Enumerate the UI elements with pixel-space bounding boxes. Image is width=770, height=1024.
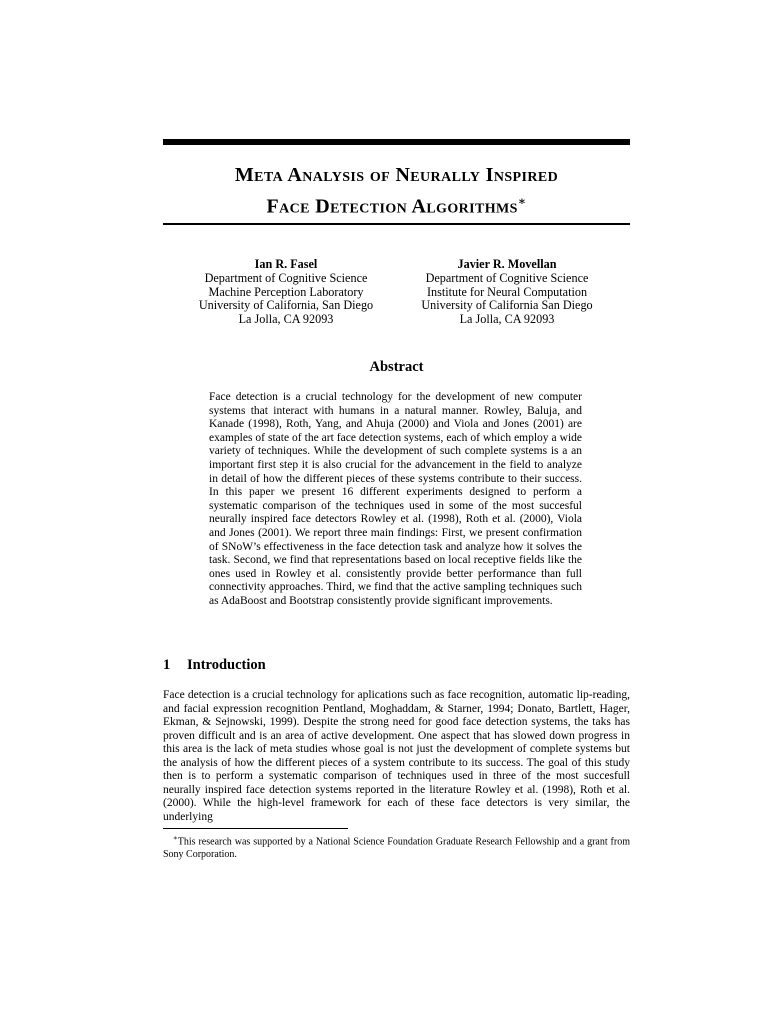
author-name: Ian R. Fasel — [254, 257, 318, 271]
author-block-1 — [166, 258, 406, 327]
section-title: Introduction — [187, 657, 266, 673]
paper-title — [163, 162, 630, 220]
author-affiliation-line: La Jolla, CA 92093 — [459, 312, 555, 327]
footnote-rule — [163, 828, 348, 829]
title-line-2 — [163, 188, 630, 220]
title-footnote-mark: ∗ — [517, 194, 527, 208]
author-affiliation-line: Institute for Neural Computation — [426, 284, 588, 299]
author-affiliation-line: University of California San Diego — [421, 298, 593, 313]
author-affiliation-line: University of California, San Diego — [198, 298, 374, 313]
title-line-1: Meta Analysis of Neurally Inspired — [234, 164, 559, 186]
author-name: Javier R. Movellan — [457, 257, 557, 271]
section-heading-introduction — [163, 657, 630, 674]
author-affiliation-line: Department of Cognitive Science — [425, 270, 589, 285]
author-affiliation-line: Department of Cognitive Science — [204, 270, 368, 285]
title-line-2-text: Face Detection Algorithms — [266, 195, 518, 218]
title-bottom-rule — [163, 223, 630, 225]
author-affiliation-line: Machine Perception Laboratory — [208, 284, 364, 299]
section-number: 1 — [163, 657, 171, 673]
title-top-rule — [163, 139, 630, 145]
footnote-mark: ∗ — [173, 834, 178, 842]
abstract-heading: Abstract — [369, 359, 424, 375]
introduction-text: Face detection is a crucial technology for aplications such as face recognition, automatic lip-reading, and facial expression recognition Pentland, Moghaddam, & Starner, 1994; Donato, Bartlett, Hager, Ekman, & Sejnowski, 1999). Despite the strong need for good face detection systems, the taks has proven difficult and is an area of active development. One aspect that has slowed down progress in this area is the lack of meta studies whose goal is not just the development of complete systems but the analysis of how the different pieces of a system contribute to its success. The goal of this study then is to perform a systematic comparison of techniques used in three of the most succesfull neurally inspired face detection systems reported in the literature Rowley et al. (1998), Roth et al. (2000). While the high-level framework for each of these face detectors is very similar, the underlying — [163, 689, 630, 823]
author-affiliation-line: La Jolla, CA 92093 — [238, 312, 334, 327]
author-block-2 — [387, 258, 627, 327]
footnote-text: This research was supported by a National Science Foundation Graduate Research Fellowship and a grant from Sony Corporation. — [163, 836, 630, 860]
abstract-text: Face detection is a crucial technology for the development of new computer systems that interact with humans in a natural manner. Rowley, Baluja, and Kanade (1998), Roth, Yang, and Ahuja (2000) and Viola and Jones (2001) are examples of state of the art face detection systems, each of which employ a wide variety of techniques. While the development of such complete systems is a an important first step it is also crucial for the advancement in the field to analyze in detail of how the different pieces of these systems contribute to their success. In this paper we present 16 different experiments designed to perform a systematic comparison of the techniques used in some of the most succesful neurally inspired face detectors Rowley et al. (1998), Roth et al. (2000), Viola and Jones (2001). We report three main findings: First, we present confirmation of SNoW’s effectiveness in the face detection task and analyze how it solves the task. Second, we find that representations based on local receptive fields like the ones used in Rowley et al. consistently provide better performance than full connectivity approaches. Third, we find that the active sampling techniques such as AdaBoost and Bootstrap consistently provide significant improvements. — [209, 391, 582, 607]
footnote — [163, 832, 630, 861]
